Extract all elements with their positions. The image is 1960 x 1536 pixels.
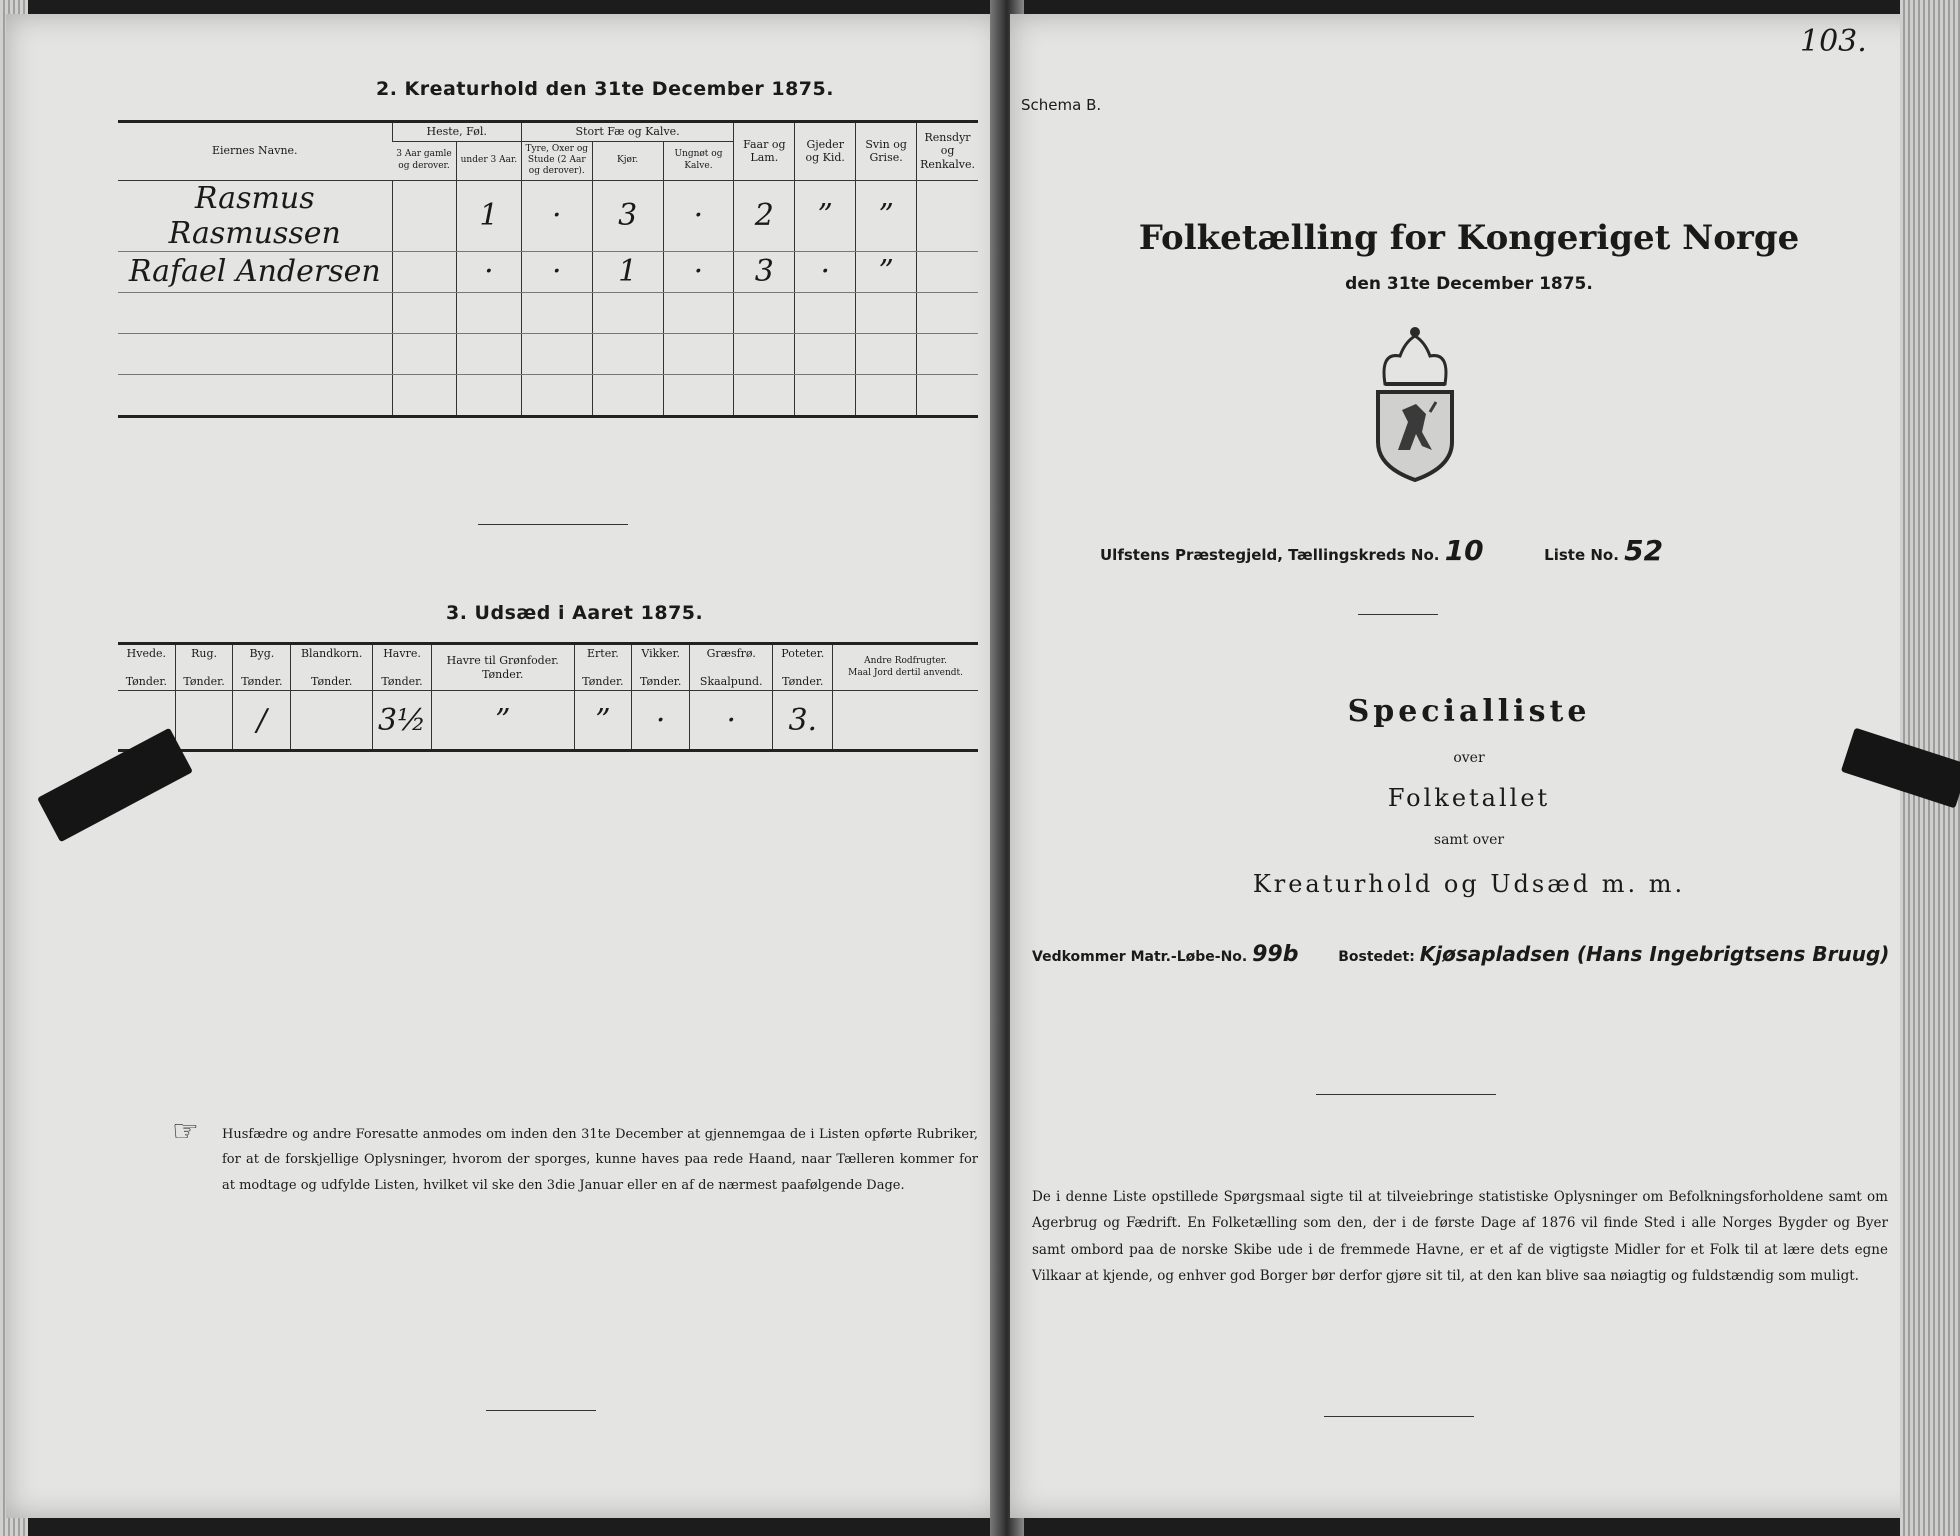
blandkorn-header: Blandkorn. Tønder. (291, 644, 373, 691)
section-3-title: 3. Udsæd i Aaret 1875. (446, 602, 704, 624)
schema-label: Schema B. (1021, 96, 1102, 114)
table-row: Rafael Andersen · · 1 · 3 · ” (118, 251, 978, 292)
owner-header: Eiernes Navne. (118, 122, 392, 181)
samt-over-text: samt over (1433, 832, 1505, 848)
table-row: Rasmus Rasmussen 1 · 3 · 2 ” ” (118, 180, 978, 251)
sowing-table (118, 642, 978, 752)
bostedet-label: Bostedet: (1338, 949, 1415, 965)
svin-header: Svin og Grise. (856, 122, 917, 181)
ungnot-header: Ungnøt og Kalve. (663, 141, 734, 180)
divider (1316, 1094, 1496, 1095)
coat-of-arms-icon (1350, 322, 1480, 482)
document-title: Folketælling for Kongeriget Norge (1138, 218, 1800, 258)
stort-fae-header: Stort Fæ og Kalve. (521, 122, 734, 142)
heste-old-header: 3 Aar gamle og derover. (392, 141, 456, 180)
havre-gronfoder-header: Havre til Grønfoder. Tønder. (431, 644, 574, 691)
table-row (118, 374, 978, 416)
havre-header: Havre. Tønder. (373, 644, 432, 691)
right-page (1010, 14, 1928, 1518)
poteter-header: Poteter. Tønder. (773, 644, 833, 691)
heste-header: Heste, Føl. (392, 122, 521, 142)
andre-rodfrugter-header: Andre Rodfrugter. Maal Jord dertil anvendt. (833, 644, 978, 691)
folketallet-heading: Folketallet (1387, 784, 1551, 812)
bostedet-value: Kjøsapladsen (Hans Ingebrigtsens Bruug) (1419, 942, 1890, 966)
liste-label: Liste No. (1544, 546, 1619, 564)
document-subtitle: den 31te December 1875. (1345, 274, 1593, 294)
table-row (118, 292, 978, 333)
page-number: 103. (1800, 24, 1867, 59)
table-row: / 3½ ” ” · · 3. (118, 691, 978, 751)
section-2-title: 2. Kreaturhold den 31te December 1875. (376, 78, 834, 100)
divider (1358, 614, 1438, 615)
kreaturhold-heading: Kreaturhold og Udsæd m. m. (1252, 870, 1686, 898)
rensdyr-header: Rensdyr og Renkalve. (917, 122, 978, 181)
hvede-header: Hvede. Tønder. (118, 644, 175, 691)
byg-header: Byg. Tønder. (233, 644, 291, 691)
erter-header: Erter. Tønder. (574, 644, 632, 691)
faar-header: Faar og Lam. (734, 122, 795, 181)
livestock-table (118, 120, 978, 418)
notice-text: Husfædre og andre Foresatte anmodes om inden den 31te December at gjennemgaa de i Listen opførte Rubriker, for at de forskjellige Oplysninger, hvorom der sporges, kunne haves paa rede Haand, naar Tælleren kommer for at modtage og udfylde Listen, hvilket vil ske den 3die Januar eller en af de nærmest paafølgende Dage. (222, 1127, 978, 1193)
divider (1324, 1416, 1474, 1417)
footer-note: De i denne Liste opstillede Spørgsmaal sigte til at tilveiebringe statistiske Oplysninger om Befolkningsforholdene samt om Agerbrug og Fædrift. En Folketælling som den, der i de første Dage af 1876 vil finde Sted i alle Norges Bygder og Byer samt ombord paa de norske Skibe ude i de fremmede Havne, er et af de vigtigste Midler for et Folk til at lære dets egne Vilkaar at kjende, og enhver god Borger bør derfor gjøre sit til, at den kan blive saa nøiagtig og fuldstændig som muligt. (1032, 1189, 1888, 1284)
tyre-header: Tyre, Oxer og Stude (2 Aar og derover). (521, 141, 592, 180)
matr-line (1032, 942, 1889, 967)
heste-young-header: under 3 Aar. (456, 141, 521, 180)
district-line (1100, 534, 1663, 567)
liste-number: 52 (1624, 534, 1664, 567)
vikker-header: Vikker. Tønder. (632, 644, 690, 691)
gjeder-header: Gjeder og Kid. (795, 122, 856, 181)
matr-number: 99b (1252, 942, 1299, 967)
pointing-hand-icon: ☞ (172, 1114, 199, 1149)
table-row (118, 333, 978, 374)
kjor-header: Kjør. (592, 141, 663, 180)
divider (478, 524, 628, 525)
district-number: 10 (1444, 534, 1484, 567)
specialliste-heading: Specialliste (1347, 694, 1591, 729)
over-text: over (1453, 750, 1485, 766)
district-label: Ulfstens Præstegjeld, Tællingskreds No. (1100, 546, 1440, 564)
divider (486, 1410, 596, 1411)
matr-label: Vedkommer Matr.-Løbe-No. (1032, 949, 1248, 965)
graesfro-header: Græsfrø. Skaalpund. (690, 644, 773, 691)
rug-header: Rug. Tønder. (175, 644, 233, 691)
